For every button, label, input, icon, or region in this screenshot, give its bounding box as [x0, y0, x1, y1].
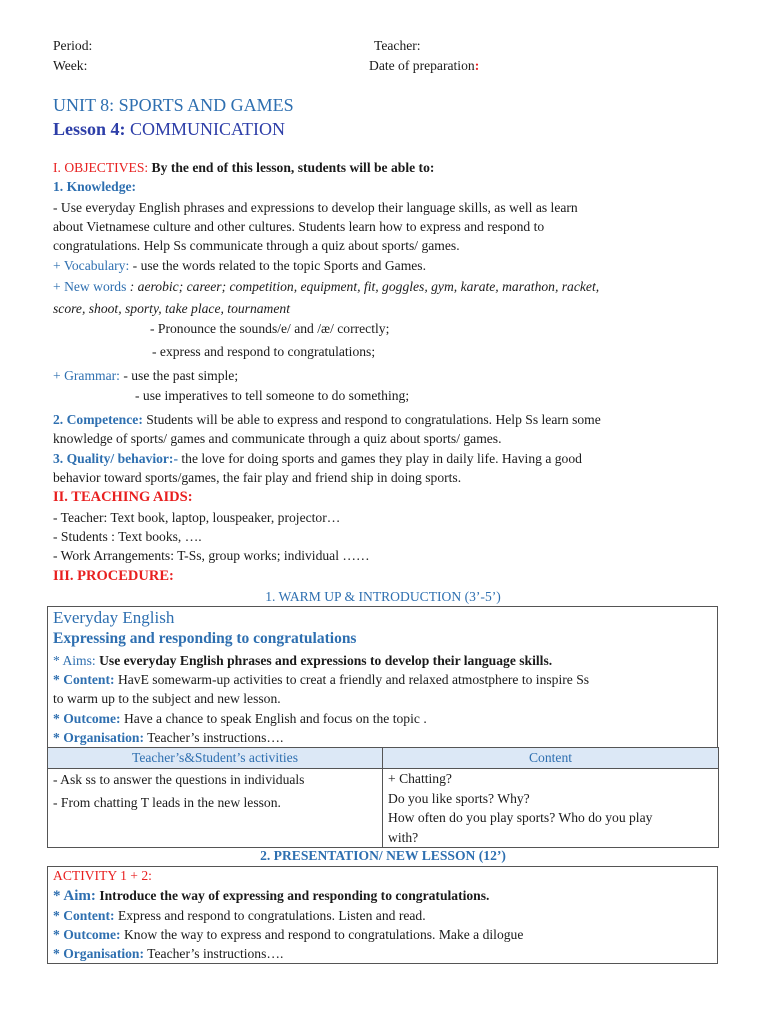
aids-item-teacher: - Teacher: Text book, laptop, louspeaker, projector… [53, 510, 341, 525]
activities-table [47, 747, 719, 848]
unit-title: UNIT 8: SPORTS AND GAMES [53, 95, 294, 115]
date-colon: : [474, 58, 480, 73]
grammar-line [53, 366, 713, 385]
activity-content-label: * Content: [53, 908, 115, 923]
quality-text: the love for doing sports and games they play in daily life. Having a good [178, 451, 582, 466]
lesson-prefix: Lesson 4: [53, 119, 131, 139]
objectives-intro: By the end of this lesson, students will be able to: [148, 160, 435, 175]
grammar-text: - use the past simple; [119, 368, 239, 383]
content-line-3: How often do you play sports? Who do you play [388, 810, 653, 825]
warmup-organisation [53, 728, 713, 747]
knowledge-line-2: about Vietnamese culture and other cultures. Students learn how to express and respond to [53, 219, 545, 234]
warmup-org-text: Teacher’s instructions…. [144, 730, 284, 745]
activity-line-2: - From chatting T leads in the new lesson. [53, 794, 281, 810]
new-words-line-2: score, shoot, sporty, take place, tournament [53, 301, 290, 316]
teaching-aids-heading: II. TEACHING AIDS: [53, 489, 193, 505]
competence-line-2: knowledge of sports/ games and communicate through a quiz about sports/ games. [53, 431, 502, 446]
activity-org-text: Teacher’s instructions…. [144, 946, 284, 961]
activity-organisation [53, 944, 713, 963]
warmup-aims-text: Use everyday English phrases and expressions to develop their language skills. [95, 653, 553, 668]
competence-label: 2. Competence: [53, 412, 143, 427]
activity-outcome-text: Know the way to express and respond to congratulations. Make a dilogue [120, 927, 524, 942]
warmup-org-label: * Organisation: [53, 730, 145, 745]
activity-aim [53, 886, 713, 906]
activity-outcome-label: * Outcome: [53, 927, 121, 942]
quality-label: 3. Quality/ behavior:- [53, 451, 178, 466]
activity-title: ACTIVITY 1 + 2: [53, 868, 152, 883]
knowledge-line-3: congratulations. Help Ss communicate through a quiz about sports/ games. [53, 238, 460, 253]
table-header-content: Content [383, 748, 719, 769]
vocabulary-line [53, 256, 713, 275]
aids-item-students: - Students : Text books, …. [53, 529, 202, 544]
warmup-outcome [53, 709, 713, 728]
procedure-heading: III. PROCEDURE: [53, 568, 174, 584]
warmup-content-line-1 [53, 670, 713, 689]
warmup-outcome-text: Have a chance to speak English and focus on the topic . [120, 711, 427, 726]
everyday-english-title: Everyday English [53, 608, 175, 627]
activity-aim-label: * Aim: [53, 888, 96, 904]
table-header-activities: Teacher’s&Student’s activities [48, 748, 383, 769]
quality-line-1 [53, 449, 713, 468]
activity-content-text: Express and respond to congratulations. Listen and read. [114, 908, 426, 923]
warmup-aims-label: * Aims: [53, 653, 96, 668]
warmup-content-line-2: to warm up to the subject and new lesson. [53, 691, 281, 706]
imperatives-line: - use imperatives to tell someone to do something; [135, 388, 410, 403]
competence-line-1 [53, 410, 713, 429]
activity-org-label: * Organisation: [53, 946, 145, 961]
vocabulary-text: - use the words related to the topic Sports and Games. [129, 258, 426, 273]
warmup-content-label: * Content: [53, 672, 115, 687]
table-cell-activities [48, 769, 383, 848]
new-words-label: + New words [53, 279, 127, 294]
knowledge-line-1: - Use everyday English phrases and expressions to develop their language skills, as well as learn [53, 200, 578, 215]
aids-item-work: - Work Arrangements: T-Ss, group works; individual …… [53, 548, 370, 563]
content-line-2: Do you like sports? Why? [388, 790, 530, 806]
warmup-aims [53, 651, 713, 670]
warmup-heading: 1. WARM UP & INTRODUCTION (3’-5’) [265, 589, 501, 604]
vocabulary-label: + Vocabulary: [53, 258, 130, 273]
everyday-english-subtitle: Expressing and responding to congratulations [53, 630, 357, 647]
knowledge-heading: 1. Knowledge: [53, 179, 137, 194]
express-line: - express and respond to congratulations; [152, 344, 376, 359]
lesson-title [53, 119, 285, 140]
objectives-heading [53, 158, 713, 177]
warmup-outcome-label: * Outcome: [53, 711, 121, 726]
competence-text: Students will be able to express and respond to congratulations. Help Ss learn some [142, 412, 601, 427]
objectives-label: I. OBJECTIVES: [53, 160, 149, 175]
lesson-name: COMMUNICATION [130, 119, 286, 139]
table-cell-content [383, 769, 719, 848]
content-line-1: + Chatting? [388, 771, 452, 786]
activity-line-1: - Ask ss to answer the questions in individuals [53, 772, 305, 787]
grammar-label: + Grammar: [53, 368, 120, 383]
warmup-content-text: HavE somewarm-up activities to creat a friendly and relaxed atmostphere to inspire Ss [114, 672, 590, 687]
presentation-heading: 2. PRESENTATION/ NEW LESSON (12’) [260, 848, 506, 863]
activity-outcome [53, 925, 713, 944]
new-words-line-1 [53, 277, 713, 296]
pronounce-line: - Pronounce the sounds/e/ and /æ/ correctly; [150, 321, 390, 336]
new-words-text: : aerobic; career; competition, equipment, fit, goggles, gym, karate, marathon, racket, [126, 279, 600, 294]
activity-aim-text: Introduce the way of expressing and responding to congratulations. [95, 888, 490, 903]
activity-content [53, 906, 713, 925]
period-label: Period: [53, 38, 93, 53]
teacher-label: Teacher: [374, 38, 421, 53]
content-line-4: with? [388, 829, 419, 845]
week-label: Week: [53, 58, 88, 73]
date-of-preparation [369, 58, 479, 74]
date-label: Date of preparation [369, 58, 475, 73]
quality-line-2: behavior toward sports/games, the fair play and friend ship in doing sports. [53, 470, 462, 485]
